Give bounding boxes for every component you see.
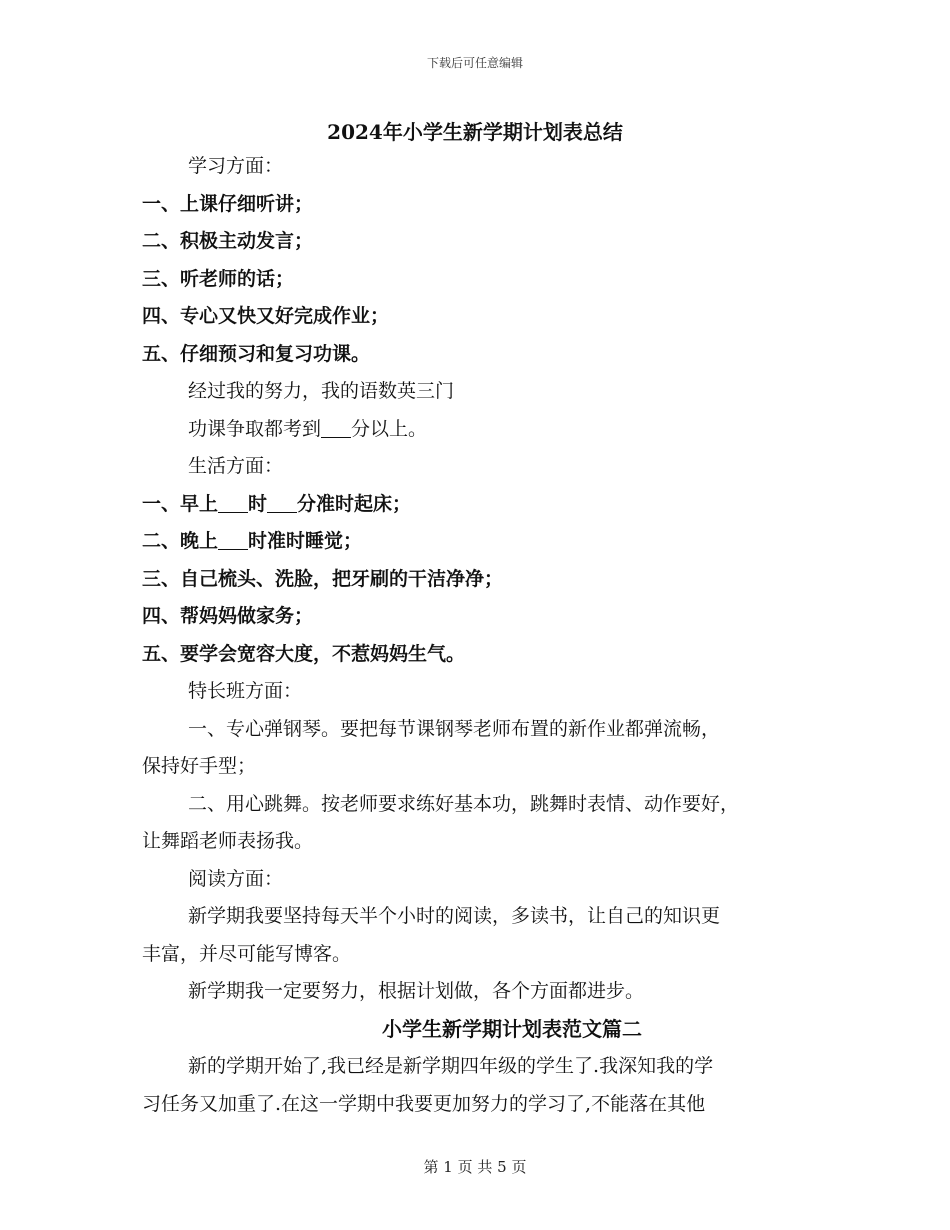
- wake-hour-blank: [218, 494, 248, 513]
- special-heading: 特长班方面：: [188, 680, 303, 702]
- reading-heading: 阅读方面：: [188, 867, 284, 890]
- study-result-text-a: 功课争取都考到: [188, 417, 322, 440]
- wake-minute-blank: [267, 494, 297, 513]
- life-item-3: 三、自己梳头、洗脸，把牙刷的干洁净净；: [142, 567, 504, 590]
- section-2-title: 小学生新学期计划表范文篇二: [382, 1016, 642, 1041]
- page-footer: 第 1 页 共 5 页: [423, 1158, 527, 1176]
- life-item-5: 五、要学会宽容大度，不惹妈妈生气。: [142, 642, 466, 665]
- section-2-line-1: 新的学期开始了,我已经是新学期四年级的学生了.我深知我的学: [188, 1055, 714, 1077]
- study-heading: 学习方面：: [188, 155, 284, 177]
- life-item-1-a: 一、早上: [142, 492, 219, 515]
- life-item-2-a: 二、晚上: [142, 530, 219, 552]
- special-item-2-line-1: 二、用心跳舞。按老师要求练好基本功，跳舞时表情、动作要好，: [188, 792, 740, 815]
- header-note: 下载后可任意编辑: [426, 56, 523, 70]
- study-item-2: 二、积极主动发言；: [142, 230, 314, 252]
- life-item-1-b: 时: [248, 492, 268, 515]
- life-item-2-b: 时准时睡觉；: [248, 530, 363, 552]
- reading-line-2: 丰富，并尽可能写博客。: [142, 942, 352, 965]
- study-item-3: 三、听老师的话；: [142, 267, 295, 290]
- life-item-4: 四、帮妈妈做家务；: [142, 605, 314, 627]
- document-body: [142, 148, 812, 1123]
- special-item-1-line-2: 保持好手型；: [142, 755, 257, 777]
- sleep-hour-blank: [218, 531, 248, 550]
- reading-line-1: 新学期我要坚持每天半个小时的阅读，多读书，让自己的知识更: [188, 905, 721, 927]
- life-item-2: [142, 523, 812, 561]
- study-result-line-1: 经过我的努力，我的语数英三门: [188, 380, 455, 402]
- study-item-5: 五、仔细预习和复习功课。: [142, 342, 371, 365]
- life-item-1: [142, 486, 812, 524]
- special-item-1-line-1: 一、专心弹钢琴。要把每节课钢琴老师布置的新作业都弹流畅，: [188, 717, 721, 740]
- study-result-line-2: [142, 411, 812, 449]
- study-item-4: 四、专心又快又好完成作业；: [142, 305, 390, 327]
- study-result-text-b: 分以上。: [351, 417, 428, 440]
- document-title: 2024年小学生新学期计划表总结: [327, 120, 623, 144]
- life-item-1-c: 分准时起床；: [297, 492, 412, 515]
- life-heading: 生活方面：: [188, 455, 284, 477]
- closing-line: 新学期我一定要努力，根据计划做，各个方面都进步。: [188, 980, 645, 1002]
- score-blank: [321, 419, 351, 438]
- study-item-1: 一、上课仔细听讲；: [142, 192, 314, 215]
- special-item-2-line-2: 让舞蹈老师表扬我。: [142, 830, 314, 852]
- section-2-line-2: 习任务又加重了.在这一学期中我要更加努力的学习了,不能落在其他: [142, 1092, 706, 1115]
